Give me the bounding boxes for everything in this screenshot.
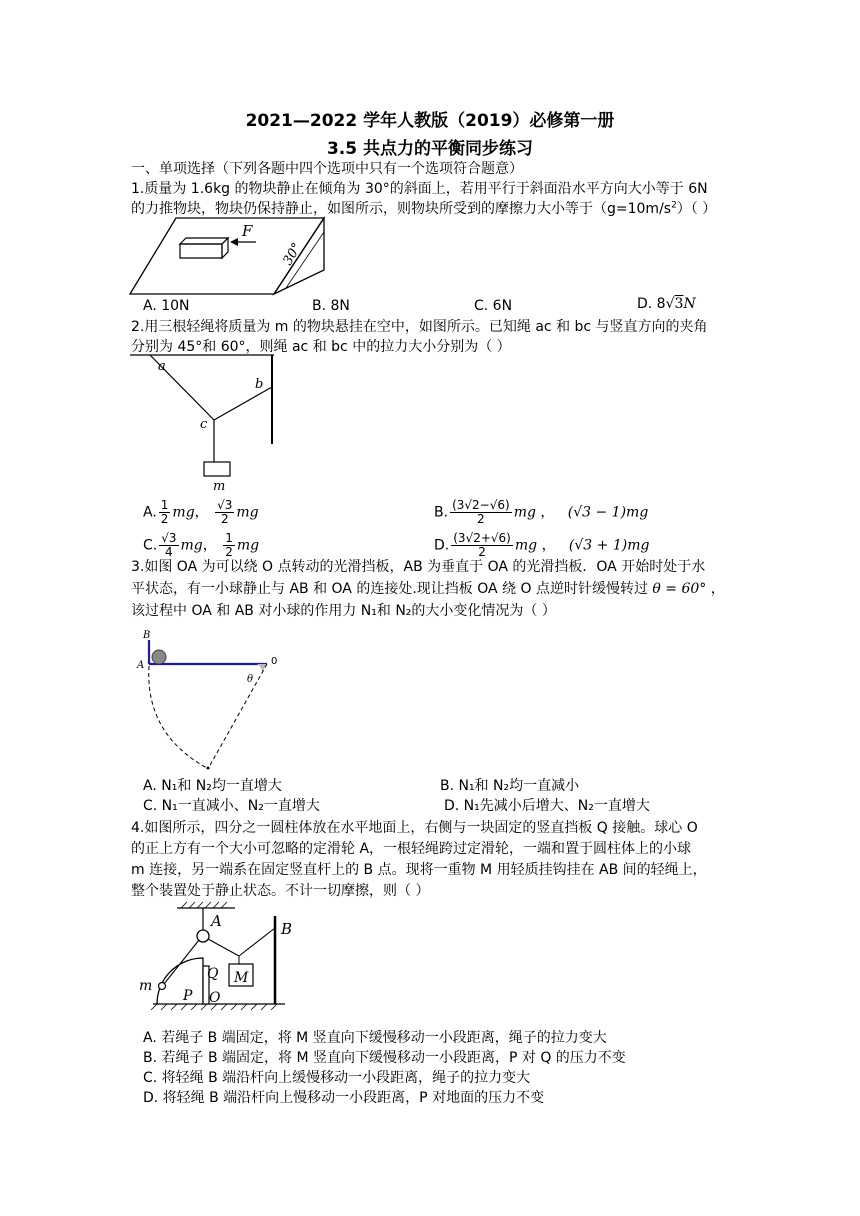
- q4-label-Q: Q: [207, 966, 219, 982]
- q1-option-d-unit: N: [683, 296, 696, 312]
- q4-label-O: O: [209, 990, 221, 1006]
- q3-option-c[interactable]: C. N₁一直减小、N₂一直增大: [143, 798, 320, 814]
- q4-label-B: B: [281, 920, 293, 938]
- q1-incline-figure: [128, 214, 328, 298]
- q2-c-frac1: $\frac{√3}{4}$: [161, 531, 177, 559]
- q4-label-A: A: [211, 912, 222, 930]
- q1-force-label: F: [242, 222, 253, 240]
- q2-d-tail: (√3 + 1)mg: [568, 537, 650, 554]
- section-heading: 一、单项选择（下列各题中四个选项中只有一个选项符合题意）: [131, 161, 523, 177]
- q2-hanging-figure: [128, 352, 278, 492]
- q2-c-frac2: $\frac{1}{2}$: [225, 531, 233, 559]
- q3-option-a[interactable]: A. N₁和 N₂均一直增大: [143, 778, 282, 794]
- q2-a-frac2: $\frac{√3}{2}$: [217, 498, 233, 526]
- q4-label-m: m: [139, 978, 153, 994]
- q2-label-c: c: [200, 417, 208, 432]
- q2-label-b: b: [255, 377, 264, 392]
- q2-option-b[interactable]: B. $\frac{(3√2-√6)}{2}$ mg ， (√3 − 1)mg: [434, 498, 649, 526]
- q3-label-theta: θ: [247, 674, 254, 685]
- q2-label-m: m: [213, 479, 226, 492]
- q2-b-tail: (√3 − 1)mg: [567, 504, 649, 521]
- q3-stem-line2: 平状态，有一小球静止与 AB 和 OA 的连接处.现让挡板 OA 绕 O 点逆时针缓慢转过 θ = 60° ，: [131, 581, 725, 597]
- q1-stem-line1: 1.质量为 1.6kg 的物块静止在倾角为 30°的斜面上，若用平行于斜面沿水平方向大小等于 6N: [131, 181, 708, 197]
- q1-stem-line2b: ）（ ）: [676, 201, 717, 217]
- q2-option-c[interactable]: C. $\frac{√3}{4}$ mg， $\frac{1}{2}$ mg: [143, 531, 260, 559]
- q3-theta-expr: θ = 60°: [652, 581, 707, 597]
- q2-b-frac: $\frac{(3√2-√6)}{2}$: [452, 498, 510, 526]
- q4-option-d[interactable]: D. 将轻绳 B 端沿杆向上慢移动一小段距离，P 对地面的压力不变: [143, 1090, 545, 1106]
- q1-option-b[interactable]: B. 8N: [312, 298, 350, 314]
- q3-stem-line3: 该过程中 OA 和 AB 对小球的作用力 N₁和 N₂的大小变化情况为（ ）: [131, 603, 556, 619]
- q4-option-c[interactable]: C. 将轻绳 B 端沿杆向上缓慢移动一小段距离，绳子的拉力变大: [143, 1070, 531, 1086]
- q2-a-frac1: $\frac{1}{2}$: [160, 498, 169, 526]
- q2-option-a[interactable]: A. $\frac{1}{2}$ mg， $\frac{√3}{2}$ mg: [143, 498, 259, 526]
- q3-label-B: B: [143, 630, 151, 641]
- q2-label-a: a: [158, 359, 166, 374]
- q2-a-label: A.: [143, 504, 157, 521]
- q1-angle-label: 30°: [280, 240, 305, 268]
- q1-option-d[interactable]: D. 8√3N: [637, 296, 696, 312]
- q3-stem-line1: 3.如图 OA 为可以绕 O 点转动的光滑挡板，AB 为垂直于 OA 的光滑挡板．OA 开始时处于水: [131, 559, 706, 575]
- q3-baffle-figure: [135, 624, 295, 774]
- q4-stem-line3: m 连接，另一端系在固定竖直杆上的 B 点。现将一重物 M 用轻质挂钩挂在 AB 间的轻绳上，: [131, 862, 707, 878]
- q4-stem-line1: 4.如图所示，四分之一圆柱体放在水平地面上，右侧与一块固定的竖直挡板 Q 接触。球心 O: [131, 820, 698, 836]
- q2-option-d[interactable]: D. $\frac{(3√2+√6)}{2}$ mg ， (√3 + 1)mg: [434, 531, 650, 559]
- q3-label-A: A: [137, 660, 145, 671]
- q1-stem-line2a: 的力推物块，物块仍保持静止，如图所示，则物块所受到的摩擦力大小等于（g=10m/s: [131, 201, 672, 217]
- q1-option-d-root: 3: [674, 296, 684, 312]
- q2-stem-line1: 2.用三根轻绳将质量为 m 的物块悬挂在空中，如图所示。已知绳 ac 和 bc 与竖直方向的夹角: [131, 319, 708, 335]
- q4-label-M: M: [234, 970, 249, 986]
- q4-stem-line4: 整个装置处于静止状态。不计一切摩擦，则（ ）: [131, 883, 430, 899]
- q4-option-a[interactable]: A. 若绳子 B 端固定，将 M 竖直向下缓慢移动一小段距离，绳子的拉力变大: [143, 1030, 607, 1046]
- q2-stem-line2: 分别为 45°和 60°，则绳 ac 和 bc 中的拉力大小分别为（ ）: [131, 339, 511, 355]
- q1-option-d-prefix: D. 8: [637, 296, 666, 312]
- q1-option-a[interactable]: A. 10N: [143, 298, 190, 314]
- worksheet-subtitle: 3.5 共点力的平衡同步练习: [326, 139, 534, 159]
- worksheet-title: 2021—2022 学年人教版（2019）必修第一册: [245, 111, 615, 131]
- q4-label-P: P: [183, 988, 193, 1004]
- q3-option-d[interactable]: D. N₁先减小后增大、N₂一直增大: [444, 798, 650, 814]
- q3-label-O: 0: [271, 656, 278, 667]
- q2-d-frac: $\frac{(3√2+√6)}{2}$: [453, 531, 511, 559]
- q4-option-b[interactable]: B. 若绳子 B 端固定，将 M 竖直向下缓慢移动一小段距离，P 对 Q 的压力不变: [143, 1050, 626, 1066]
- q4-stem-line2: 的正上方有一个大小可忽略的定滑轮 A，一根轻绳跨过定滑轮，一端和置于圆柱体上的小球: [131, 841, 692, 857]
- q1-stem-sup: 2: [671, 200, 677, 211]
- q4-pulley-figure: [135, 898, 300, 1012]
- q1-option-c[interactable]: C. 6N: [474, 298, 513, 314]
- q3-option-b[interactable]: B. N₁和 N₂均一直减小: [440, 778, 580, 794]
